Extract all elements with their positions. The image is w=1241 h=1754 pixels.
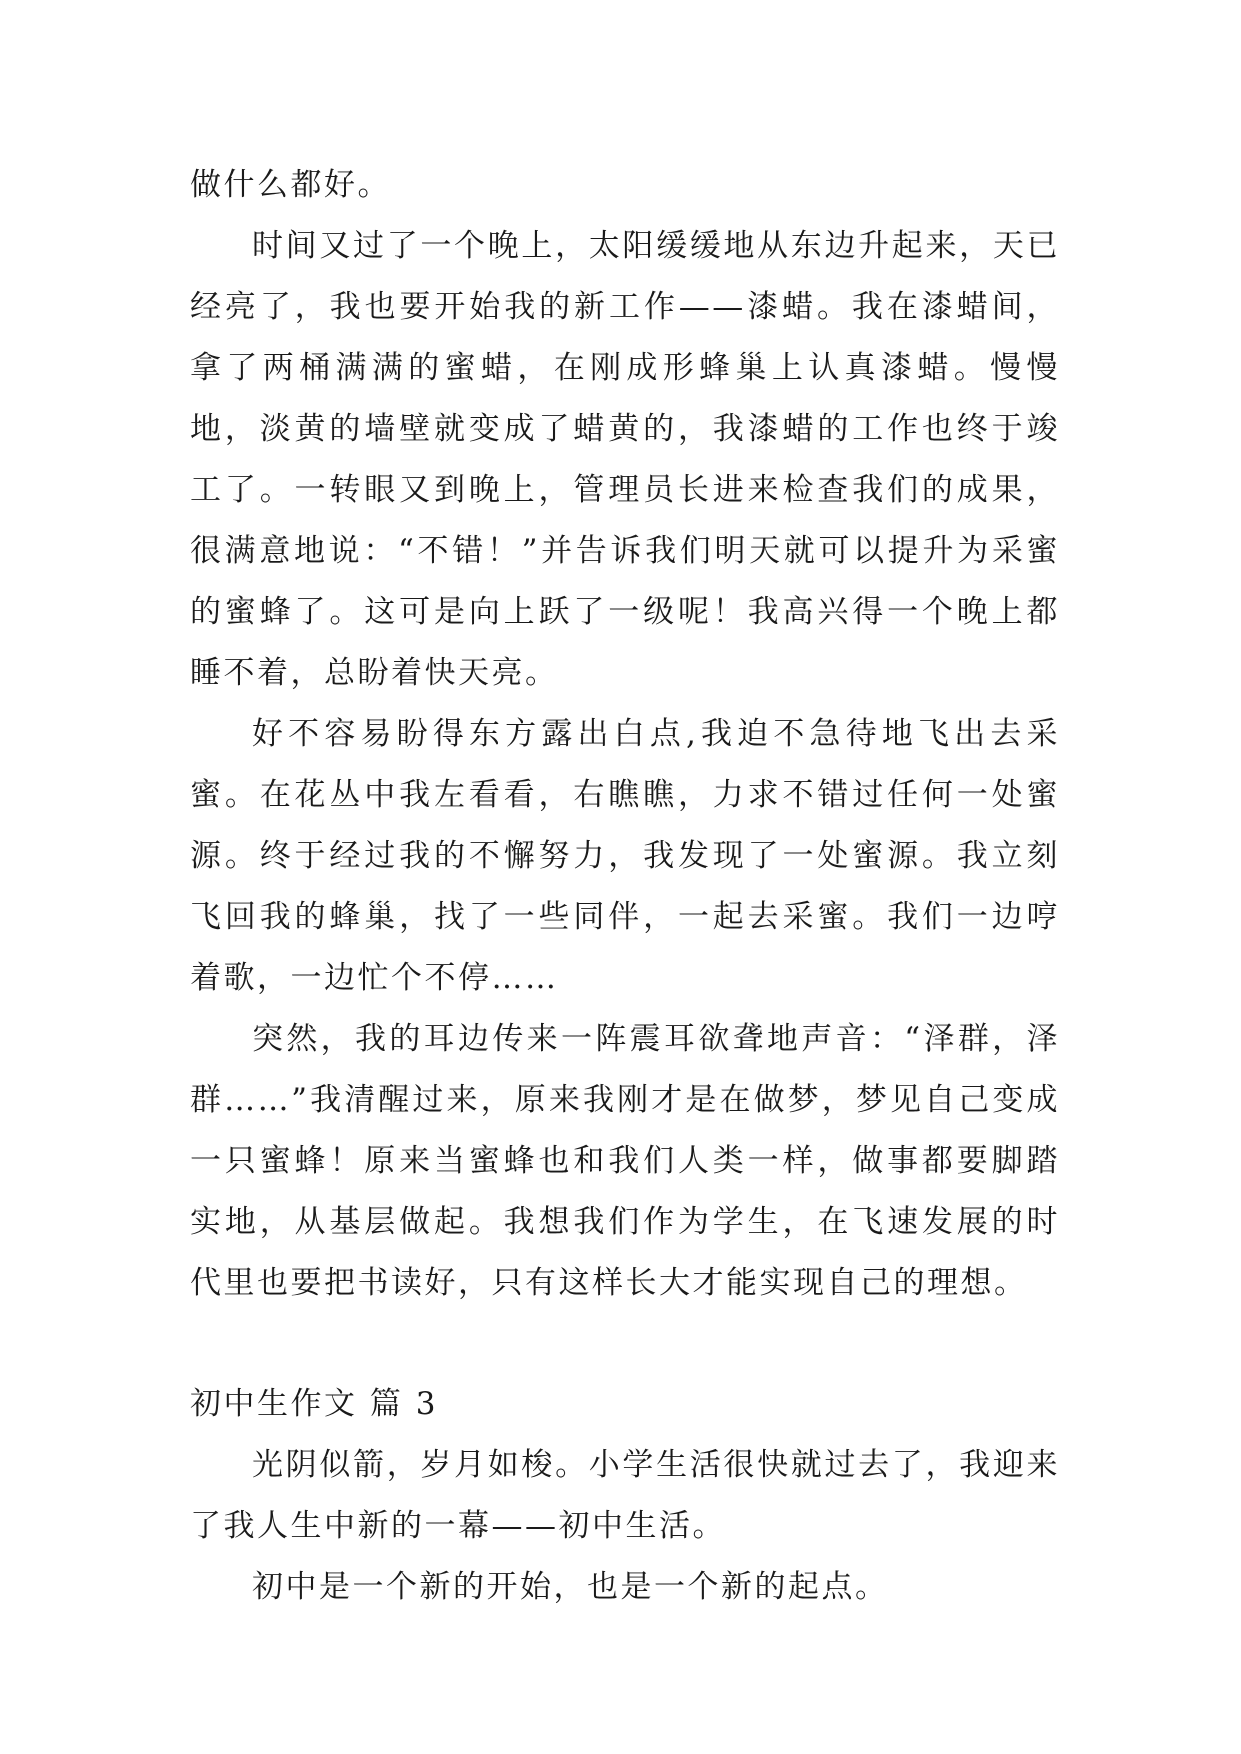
document-body xyxy=(190,155,1060,1618)
paragraph-gathering-nectar: 好不容易盼得东方露出白点,我迫不急待地飞出去采蜜。在花丛中我左看看，右瞧瞧，力求不错过任何一处蜜源。终于经过我的不懈努力，我发现了一处蜜源。我立刻飞回我的蜂巢，找了一些同伴，一起去采蜜。我们一边哼着歌，一边忙个不停…… xyxy=(190,716,1060,996)
paragraph-waxing: 时间又过了一个晚上，太阳缓缓地从东边升起来，天已经亮了，我也要开始我的新工作——漆蜡。我在漆蜡间，拿了两桶满满的蜜蜡，在刚成形蜂巢上认真漆蜡。慢慢地，淡黄的墙壁就变成了蜡黄的，我漆蜡的工作也终于竣工了。一转眼又到晚上，管理员长进来检查我们的成果，很满意地说：“不错！”并告诉我们明天就可以提升为采蜜的蜜蜂了。这可是向上跃了一级呢！我高兴得一个晚上都睡不着，总盼着快天亮。 xyxy=(190,228,1060,691)
section-heading: 初中生作文 篇 3 xyxy=(190,1386,438,1422)
paragraph-new-start: 初中是一个新的开始，也是一个新的起点。 xyxy=(252,1569,889,1605)
paragraph-waking-up: 突然，我的耳边传来一阵震耳欲聋地声音：“泽群，泽群……”我清醒过来，原来我刚才是在做梦，梦见自己变成一只蜜蜂！原来当蜜蜂也和我们人类一样，做事都要脚踏实地，从基层做起。我想我们作为学生，在飞速发展的时代里也要把书读好，只有这样长大才能实现自己的理想。 xyxy=(190,1021,1060,1301)
paragraph-continuation: 做什么都好。 xyxy=(190,167,391,203)
paragraph-time-flies: 光阴似箭，岁月如梭。小学生活很快就过去了，我迎来了我人生中新的一幕——初中生活。 xyxy=(190,1447,1060,1544)
